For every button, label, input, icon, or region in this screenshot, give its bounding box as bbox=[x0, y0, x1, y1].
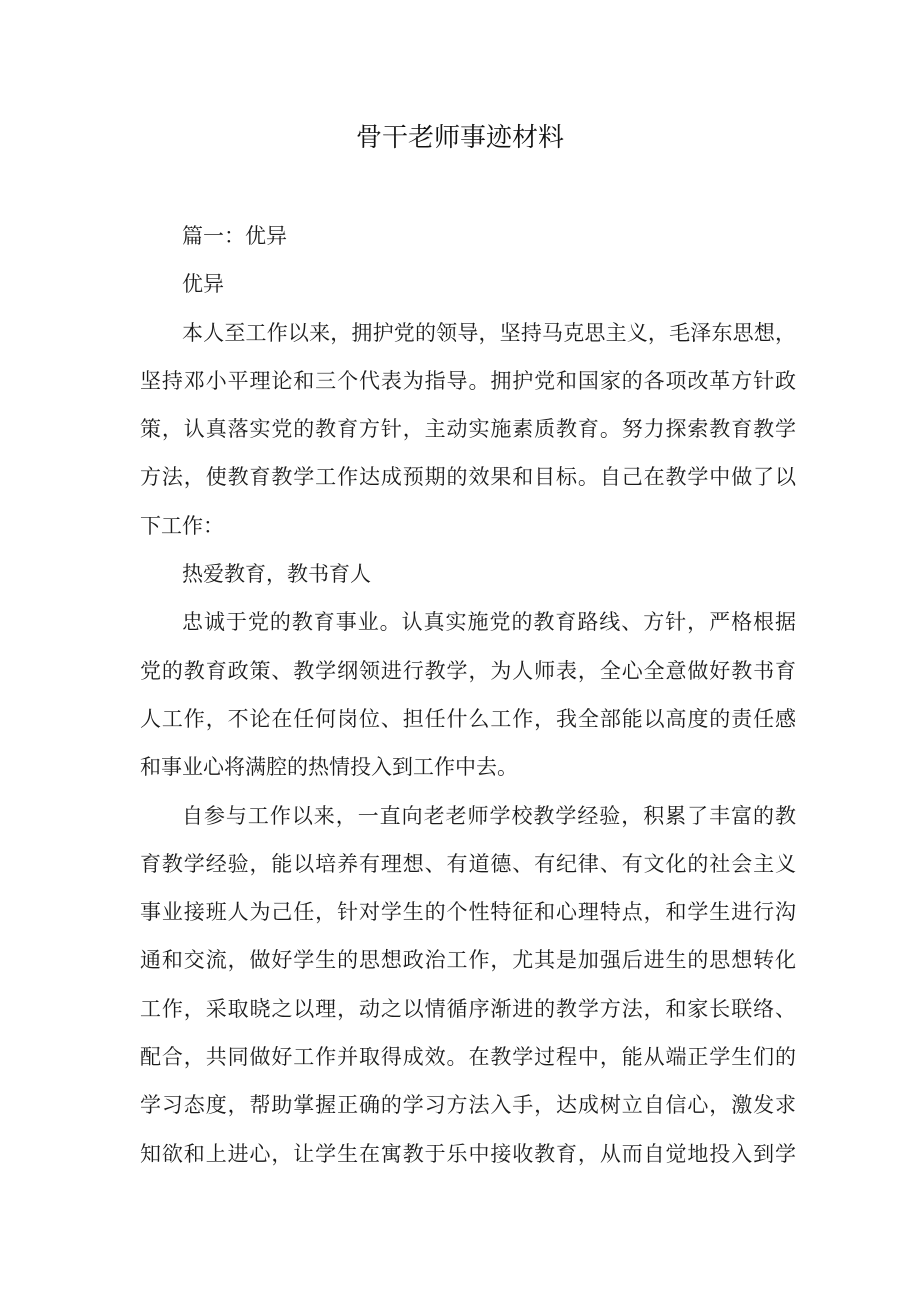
paragraph-line: 本人至工作以来，拥护党的领导，坚持马克思主义，毛泽东思想， bbox=[182, 320, 796, 345]
paragraph-line: 方法，使教育教学工作达成预期的效果和目标。自己在教学中做了以 bbox=[140, 465, 796, 490]
paragraph-line: 学习态度，帮助掌握正确的学习方法入手，达成树立自信心，激发求 bbox=[140, 1093, 796, 1118]
paragraph-line: 策，认真落实党的教育方针，主动实施素质教育。努力探索教育教学 bbox=[140, 417, 796, 442]
subsection-heading: 热爱教育，教书育人 bbox=[182, 562, 371, 587]
paragraph-line: 事业接班人为己任，针对学生的个性特征和心理特点，和学生进行沟 bbox=[140, 900, 796, 925]
paragraph-line: 坚持邓小平理论和三个代表为指导。拥护党和国家的各项改革方针政 bbox=[140, 368, 796, 393]
paragraph-line: 和事业心将满腔的热情投入到工作中去。 bbox=[140, 755, 518, 780]
document-body bbox=[140, 212, 796, 1178]
paragraph-line: 育教学经验，能以培养有理想、有道德、有纪律、有文化的社会主义 bbox=[140, 851, 796, 876]
paragraph-line: 工作，采取晓之以理，动之以情循序渐进的教学方法，和家长联络、 bbox=[140, 996, 796, 1021]
paragraph-line: 忠诚于党的教育事业。认真实施党的教育路线、方针，严格根据 bbox=[182, 610, 796, 635]
paragraph-line: 自参与工作以来，一直向老老师学校教学经验，积累了丰富的教 bbox=[182, 803, 796, 828]
paragraph-line: 知欲和上进心，让学生在寓教于乐中接收教育，从而自觉地投入到学 bbox=[140, 1141, 796, 1166]
paragraph-line: 下工作： bbox=[140, 513, 224, 538]
paragraph-line: 人工作，不论在任何岗位、担任什么工作，我全部能以高度的责任感 bbox=[140, 706, 796, 731]
paragraph-line: 党的教育政策、教学纲领进行教学，为人师表，全心全意做好教书育 bbox=[140, 658, 796, 683]
document-title: 骨干老师事迹材料 bbox=[355, 123, 564, 153]
paragraph-line: 配合，共同做好工作并取得成效。在教学过程中，能从端正学生们的 bbox=[140, 1045, 796, 1070]
paragraph-line: 通和交流，做好学生的思想政治工作，尤其是加强后进生的思想转化 bbox=[140, 948, 796, 973]
section-heading: 篇一：优异 bbox=[182, 224, 287, 248]
subsection-heading: 优异 bbox=[182, 272, 224, 297]
